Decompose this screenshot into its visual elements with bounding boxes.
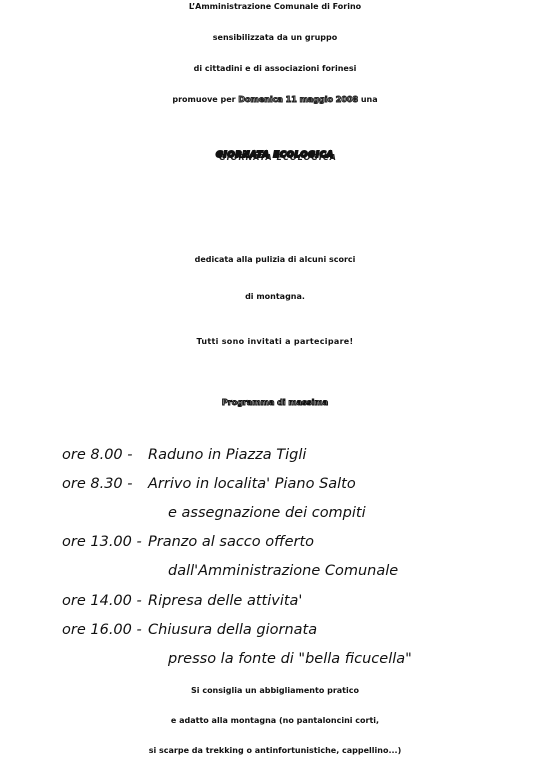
advice-line-3: si scarpe da trekking o antinfortunistiche, cappellino...) xyxy=(148,746,402,755)
advice-line-1: Si consiglia un abbigliamento pratico xyxy=(191,686,359,695)
intro-line-2: sensibilizzata da un gruppo xyxy=(212,33,338,42)
intro-line-4-after: una xyxy=(358,95,378,104)
event-title: GIORNATA ECOLOGICA xyxy=(216,150,334,159)
schedule-row xyxy=(62,622,317,638)
schedule-time: ore 8.30 - xyxy=(62,476,133,492)
schedule-continuation: presso la fonte di "bella ficucella" xyxy=(168,651,412,667)
schedule-time: ore 16.00 - xyxy=(62,622,142,638)
dedication-line-1: dedicata alla pulizia di alcuni scorci xyxy=(194,255,356,264)
schedule-time: ore 14.00 - xyxy=(62,593,142,609)
schedule-text: Chiusura della giornata xyxy=(148,622,318,638)
schedule-row xyxy=(62,447,306,463)
schedule-text: Ripresa delle attivita' xyxy=(148,593,303,609)
programme-heading: Programma di massima xyxy=(221,398,329,407)
intro-line-3: di cittadini e di associazioni forinesi xyxy=(193,64,357,73)
schedule-time: ore 13.00 - xyxy=(62,534,142,550)
schedule-continuation: dall'Amministrazione Comunale xyxy=(168,563,399,579)
schedule-text: Raduno in Piazza Tigli xyxy=(148,447,307,463)
schedule-row xyxy=(62,534,314,550)
dedication-line-2: di montagna. xyxy=(245,292,305,301)
schedule-continuation: e assegnazione dei compiti xyxy=(168,505,366,521)
intro-line-1: L’Amministrazione Comunale di Forino xyxy=(188,2,362,11)
schedule-row xyxy=(62,593,302,609)
intro-line-4-before: promuove per xyxy=(172,95,239,104)
schedule-text: Pranzo al sacco offerto xyxy=(148,534,315,550)
invitation: Tutti sono invitati a partecipare! xyxy=(196,337,354,346)
event-date: Domenica 11 maggio 2008 xyxy=(238,95,359,104)
schedule-text: Arrivo in localita' Piano Salto xyxy=(148,476,356,492)
schedule-time: ore 8.00 - xyxy=(62,447,133,463)
advice-line-2: e adatto alla montagna (no pantaloncini corti, xyxy=(170,716,380,725)
schedule-row xyxy=(62,476,356,492)
intro-line-4 xyxy=(0,95,550,104)
